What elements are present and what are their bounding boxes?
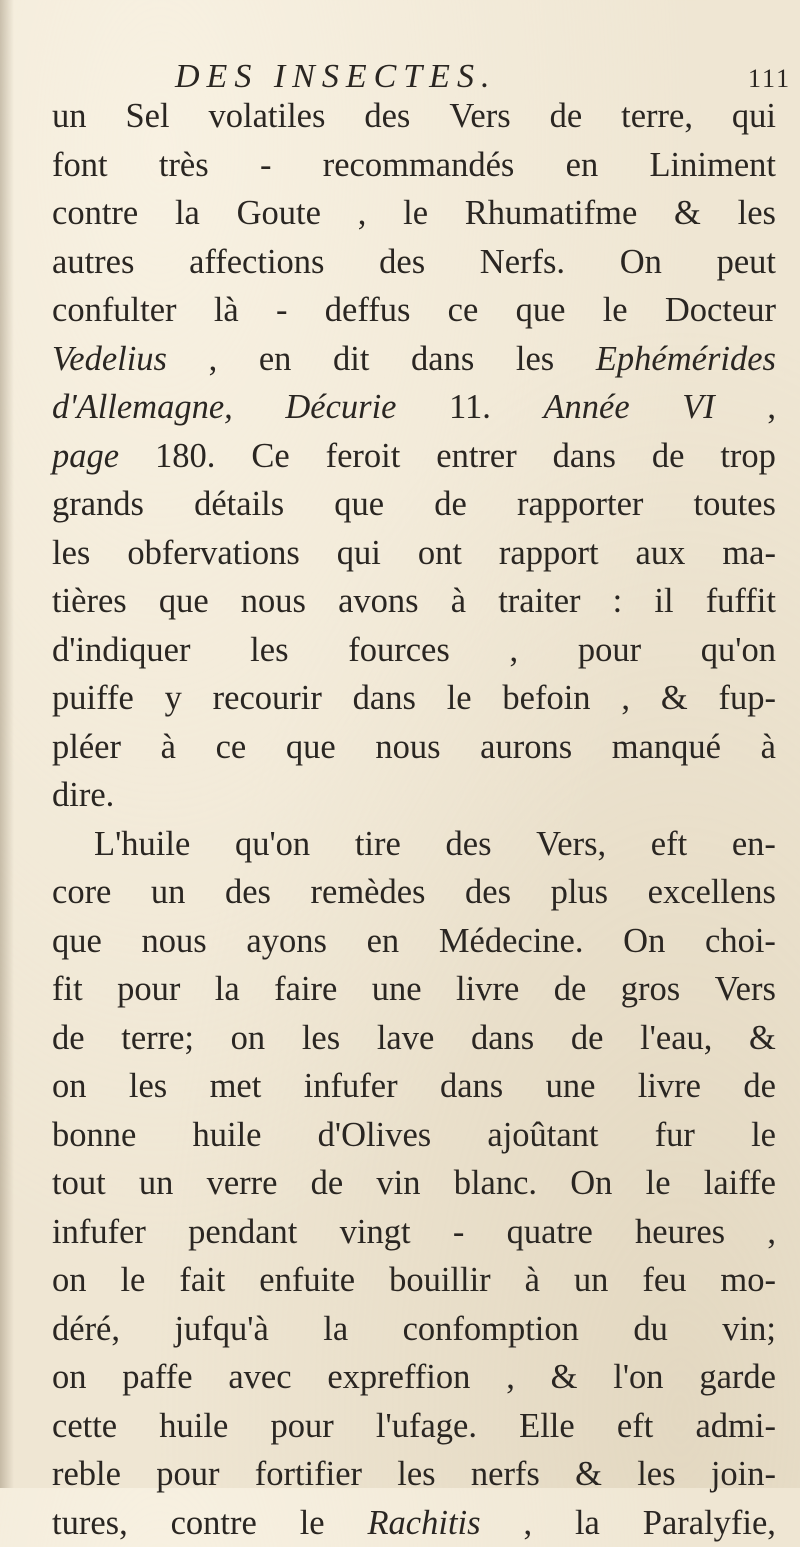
word: le	[646, 1159, 671, 1208]
word: gros	[621, 965, 680, 1014]
text-line	[52, 1111, 776, 1160]
text-line	[52, 1062, 776, 1111]
word: Ce	[251, 432, 289, 481]
word: feroit	[326, 432, 401, 481]
word: Sel	[125, 92, 169, 141]
word: contre	[171, 1499, 257, 1547]
word: qui	[732, 92, 776, 141]
word: -	[260, 141, 272, 190]
word: le	[300, 1499, 325, 1547]
word: remèdes	[311, 868, 426, 917]
word: on	[231, 1014, 266, 1063]
word: là	[214, 286, 239, 335]
body-text	[52, 92, 776, 1547]
word: les	[52, 529, 90, 578]
text-line	[52, 1402, 776, 1451]
text-line	[52, 820, 776, 869]
word: quatre	[507, 1208, 593, 1257]
word: de	[434, 480, 467, 529]
word: jufqu'à	[174, 1305, 268, 1354]
word: On	[570, 1159, 612, 1208]
word: rapporter	[517, 480, 643, 529]
text-line	[52, 189, 776, 238]
word: infufer	[52, 1208, 146, 1257]
word: des	[446, 820, 492, 869]
word: confulter	[52, 286, 177, 335]
word: que	[159, 577, 209, 626]
word: -	[276, 286, 288, 335]
word: le	[603, 286, 628, 335]
word: Rachitis	[367, 1499, 480, 1547]
word: que	[516, 286, 566, 335]
word: qu'on	[235, 820, 310, 869]
word: laiffe	[704, 1159, 776, 1208]
word: join-	[711, 1450, 776, 1499]
word: les	[129, 1062, 167, 1111]
word: la	[215, 965, 240, 1014]
word: Docteur	[665, 286, 776, 335]
word: y	[165, 674, 182, 723]
word: &	[749, 1014, 776, 1063]
word: trop	[720, 432, 776, 481]
word: Ephémérides	[596, 335, 776, 384]
text-line	[52, 432, 776, 481]
word: affections	[189, 238, 324, 287]
word: met	[210, 1062, 262, 1111]
word: verre	[207, 1159, 278, 1208]
word: à	[451, 577, 466, 626]
word: Liniment	[649, 141, 775, 190]
word: vingt	[340, 1208, 411, 1257]
word: On	[620, 238, 662, 287]
text-line	[52, 868, 776, 917]
word: &	[575, 1450, 602, 1499]
word: pour	[270, 1402, 333, 1451]
word: enfuite	[259, 1256, 355, 1305]
word: pour	[156, 1450, 219, 1499]
word: ce	[448, 286, 479, 335]
word: les	[302, 1014, 340, 1063]
word: Paralyfie,	[643, 1499, 776, 1547]
word: nous	[375, 723, 440, 772]
word: les	[738, 189, 776, 238]
text-line	[52, 1353, 776, 1402]
word: Décurie	[285, 383, 396, 432]
word: pour	[117, 965, 180, 1014]
text-line	[52, 1256, 776, 1305]
word: faire	[274, 965, 337, 1014]
word: peut	[717, 238, 776, 287]
word: déré,	[52, 1305, 120, 1354]
text-line	[52, 723, 776, 772]
word: ,	[506, 1353, 515, 1402]
word: un	[139, 1159, 174, 1208]
word: Elle	[519, 1402, 575, 1451]
word: des	[364, 92, 410, 141]
word: terre,	[621, 92, 693, 141]
word: l'on	[613, 1353, 663, 1402]
word: des	[379, 238, 425, 287]
word: à	[525, 1256, 540, 1305]
word: obfervations	[127, 529, 299, 578]
word: d'indiquer	[52, 626, 190, 675]
word: Médecine.	[439, 917, 584, 966]
word: Vedelius	[52, 335, 167, 384]
text-line	[52, 383, 776, 432]
word: une	[372, 965, 422, 1014]
word: en	[259, 335, 292, 384]
word: il	[654, 577, 673, 626]
word: ,	[621, 674, 630, 723]
word: ,	[209, 335, 218, 384]
word: core	[52, 868, 111, 917]
text-line	[52, 1450, 776, 1499]
word: cette	[52, 1402, 117, 1451]
word: toutes	[694, 480, 776, 529]
word: VI	[682, 383, 715, 432]
word: dit	[333, 335, 369, 384]
word: de	[652, 432, 685, 481]
word: le	[751, 1111, 776, 1160]
word: d'Allemagne,	[52, 383, 233, 432]
word: plus	[551, 868, 609, 917]
word: du	[633, 1305, 668, 1354]
word: une	[546, 1062, 596, 1111]
word: fur	[655, 1111, 695, 1160]
word: à	[161, 723, 176, 772]
word: Nerfs.	[480, 238, 565, 287]
word: tire	[355, 820, 401, 869]
word: les	[250, 626, 288, 675]
word: d'Olives	[318, 1111, 432, 1160]
word: 180.	[155, 432, 215, 481]
word: &	[661, 674, 688, 723]
word: en	[367, 917, 400, 966]
text-line	[52, 286, 776, 335]
word: on	[52, 1062, 87, 1111]
word: feu	[642, 1256, 686, 1305]
word: entrer	[436, 432, 516, 481]
word: eft	[651, 820, 687, 869]
word: On	[623, 917, 665, 966]
text-line	[52, 480, 776, 529]
word: de	[743, 1062, 776, 1111]
word: fortifier	[255, 1450, 362, 1499]
word: &	[674, 189, 701, 238]
word: admi-	[695, 1402, 775, 1451]
text-line	[52, 238, 776, 287]
word: page	[52, 432, 119, 481]
word: aux	[636, 529, 686, 578]
word: avons	[338, 577, 419, 626]
word: tures,	[52, 1499, 128, 1547]
word: confomption	[403, 1305, 579, 1354]
word: très	[159, 141, 209, 190]
word: paffe	[122, 1353, 192, 1402]
word: choi-	[705, 917, 776, 966]
text-line	[52, 1208, 776, 1257]
word: ,	[767, 383, 776, 432]
word: on	[52, 1353, 87, 1402]
text-line	[52, 529, 776, 578]
word: bouillir	[389, 1256, 491, 1305]
word: en	[566, 141, 599, 190]
word: que	[286, 723, 336, 772]
word: huile	[159, 1402, 228, 1451]
word: infufer	[304, 1062, 398, 1111]
word: un	[574, 1256, 609, 1305]
word: heures	[635, 1208, 725, 1257]
text-line	[52, 1305, 776, 1354]
word: ,	[509, 626, 518, 675]
word: un	[52, 92, 87, 141]
text-line	[52, 1159, 776, 1208]
word: tières	[52, 577, 127, 626]
word: puiffe	[52, 674, 134, 723]
word: ajoûtant	[487, 1111, 598, 1160]
word: 11.	[449, 383, 491, 432]
text-line	[52, 1499, 776, 1547]
word: ayons	[246, 917, 327, 966]
word: ont	[418, 529, 462, 578]
word: les	[397, 1450, 435, 1499]
word: aurons	[480, 723, 572, 772]
word: :	[613, 577, 623, 626]
word: tout	[52, 1159, 106, 1208]
word: de	[571, 1014, 604, 1063]
page-spine-shadow	[0, 0, 14, 1488]
word: à	[761, 723, 776, 772]
word: fources	[348, 626, 450, 675]
word: dans	[471, 1014, 534, 1063]
word: Année	[543, 383, 629, 432]
running-title: DES INSECTES.	[175, 58, 496, 96]
word: détails	[194, 480, 284, 529]
word: livre	[638, 1062, 701, 1111]
word: de	[554, 965, 587, 1014]
word: le	[120, 1256, 145, 1305]
word: dans	[411, 335, 474, 384]
word: Rhumatifme	[465, 189, 637, 238]
word: autres	[52, 238, 134, 287]
word: les	[637, 1450, 675, 1499]
word: Goute	[237, 189, 321, 238]
word: contre	[52, 189, 138, 238]
word: eft	[617, 1402, 653, 1451]
text-line	[52, 674, 776, 723]
word: -	[453, 1208, 465, 1257]
text-line	[52, 577, 776, 626]
word: terre;	[121, 1014, 194, 1063]
word: des	[225, 868, 271, 917]
word: les	[516, 335, 554, 384]
word: dire.	[52, 771, 114, 820]
word: vin	[376, 1159, 420, 1208]
word: l'eau,	[640, 1014, 712, 1063]
word: reble	[52, 1450, 121, 1499]
text-line	[52, 1014, 776, 1063]
text-line	[52, 965, 776, 1014]
word: Vers,	[536, 820, 606, 869]
word: pour	[578, 626, 641, 675]
word: pléer	[52, 723, 121, 772]
word: pendant	[188, 1208, 297, 1257]
word: on	[52, 1256, 87, 1305]
word: vin;	[722, 1305, 776, 1354]
word: bonne	[52, 1111, 136, 1160]
word: que	[334, 480, 384, 529]
text-line	[52, 917, 776, 966]
word: ,	[358, 189, 367, 238]
word: &	[551, 1353, 578, 1402]
word: avec	[228, 1353, 291, 1402]
word: un	[151, 868, 186, 917]
word: Vers	[715, 965, 776, 1014]
word: garde	[699, 1353, 776, 1402]
word: fuffit	[706, 577, 776, 626]
word: livre	[456, 965, 519, 1014]
word: blanc.	[454, 1159, 537, 1208]
word: recommandés	[323, 141, 515, 190]
text-line	[52, 92, 776, 141]
word: deffus	[325, 286, 411, 335]
word: en-	[732, 820, 776, 869]
word: qui	[337, 529, 381, 578]
word: ,	[523, 1499, 532, 1547]
word: l'ufage.	[376, 1402, 477, 1451]
word: dans	[553, 432, 616, 481]
word: que	[52, 917, 102, 966]
word: L'huile	[94, 820, 190, 869]
word: la	[323, 1305, 348, 1354]
word: lave	[377, 1014, 434, 1063]
word: manqué	[612, 723, 721, 772]
word: rapport	[499, 529, 599, 578]
text-line	[52, 626, 776, 675]
word: font	[52, 141, 108, 190]
word: nous	[241, 577, 306, 626]
word: la	[575, 1499, 600, 1547]
word: ma-	[722, 529, 776, 578]
word: des	[465, 868, 511, 917]
word: dans	[440, 1062, 503, 1111]
word: fup-	[718, 674, 775, 723]
word: mo-	[720, 1256, 776, 1305]
text-line	[52, 141, 776, 190]
text-line	[52, 771, 776, 820]
word: traiter	[498, 577, 580, 626]
word: recourir	[213, 674, 322, 723]
word: le	[447, 674, 472, 723]
word: nerfs	[471, 1450, 540, 1499]
word: excellens	[648, 868, 776, 917]
word: fit	[52, 965, 83, 1014]
word: expreffion	[327, 1353, 470, 1402]
word: ,	[767, 1208, 776, 1257]
page-number: 111	[748, 64, 791, 94]
word: de	[311, 1159, 344, 1208]
word: ce	[216, 723, 247, 772]
word: huile	[193, 1111, 262, 1160]
word: befoin	[502, 674, 590, 723]
text-line	[52, 335, 776, 384]
word: grands	[52, 480, 144, 529]
word: nous	[142, 917, 207, 966]
word: de	[52, 1014, 85, 1063]
word: de	[550, 92, 583, 141]
word: volatiles	[209, 92, 326, 141]
word: Vers	[449, 92, 510, 141]
word: le	[403, 189, 428, 238]
word: qu'on	[701, 626, 776, 675]
word: fait	[179, 1256, 225, 1305]
word: la	[175, 189, 200, 238]
word: dans	[353, 674, 416, 723]
